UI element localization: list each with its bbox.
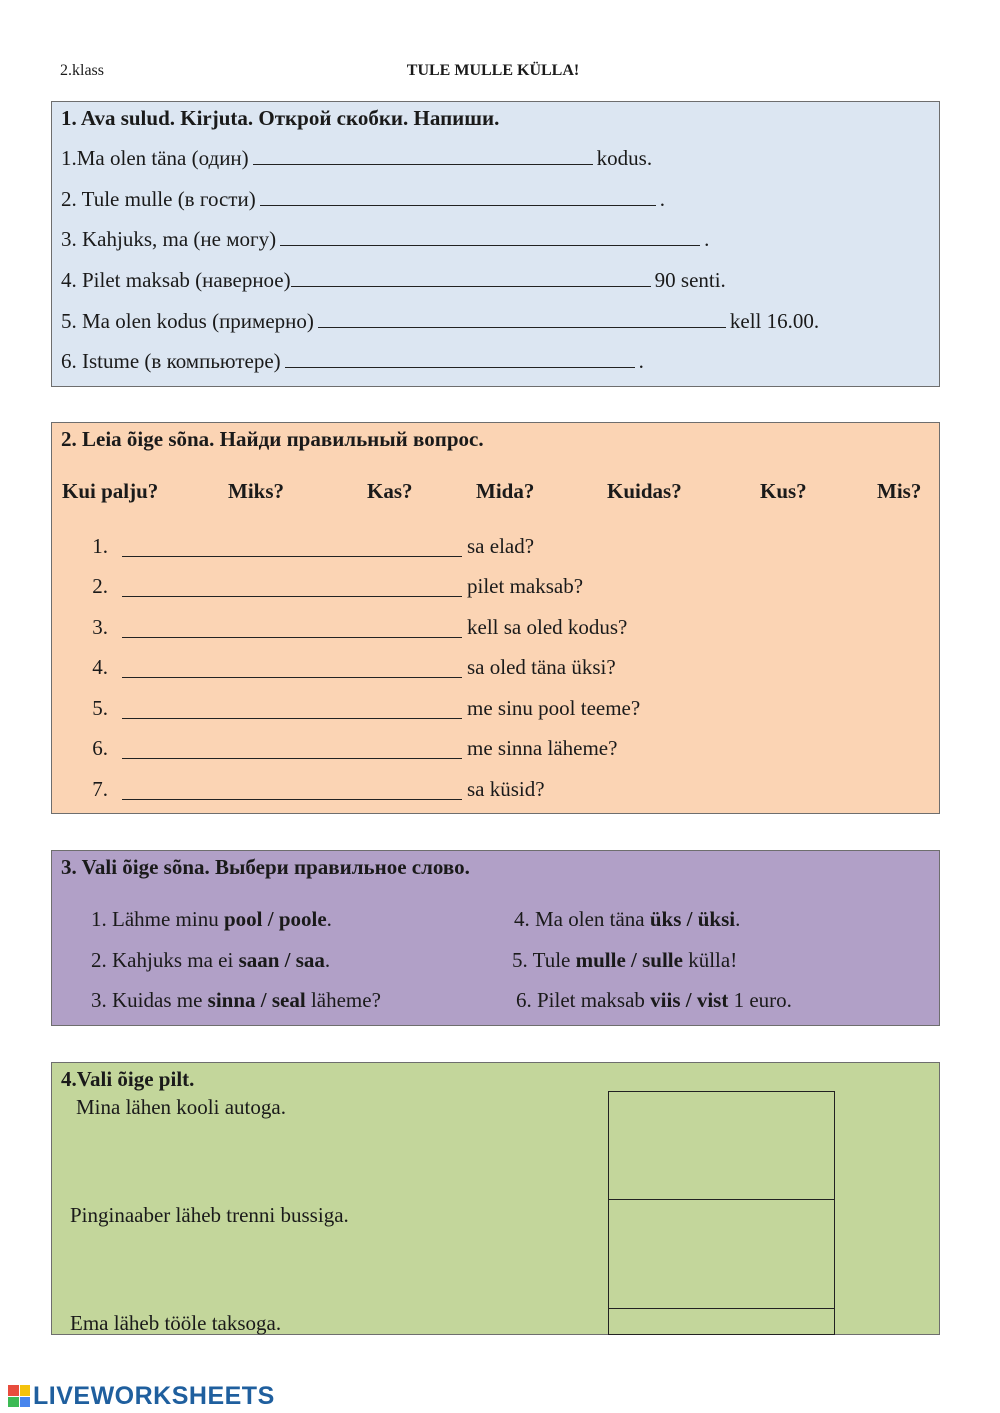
logo-square	[20, 1397, 31, 1408]
page-title: TULE MULLE KÜLLA!	[406, 62, 580, 79]
item-number: 3.	[92, 615, 108, 639]
section-1-line-6	[61, 349, 644, 374]
choice-options[interactable]: viis / vist	[650, 988, 729, 1012]
line-text-after: kodus.	[596, 146, 653, 170]
choice-item[interactable]	[512, 948, 737, 973]
choice-options[interactable]: sinna / seal	[207, 988, 306, 1012]
line-text-after: .	[704, 227, 710, 251]
section-1-line-1	[61, 146, 652, 171]
choice-pre: 6. Pilet maksab	[516, 988, 651, 1012]
section-4-title: 4.Vali õige pilt.	[61, 1067, 195, 1091]
choice-post: .	[326, 907, 332, 931]
section-2-title: 2. Leia õige sõna. Найди правильный вопрос.	[61, 427, 484, 451]
section-1-box	[51, 101, 940, 387]
question-word: Mida?	[476, 479, 535, 503]
logo-text: LIVEWORKSHEETS	[33, 1381, 275, 1410]
item-text: kell sa oled kodus?	[467, 615, 628, 639]
line-text-before: 5. Ma olen kodus (примерно)	[61, 309, 314, 333]
answer-blank[interactable]	[253, 146, 593, 165]
line-text-after: 90 senti.	[654, 268, 726, 292]
item-number: 1.	[92, 534, 108, 558]
item-text: pilet maksab?	[467, 574, 584, 598]
line-text-before: 1.Ma olen täna (один)	[61, 146, 249, 170]
picture-drop-box-2[interactable]	[608, 1199, 835, 1309]
item-text: me sinna läheme?	[467, 736, 618, 760]
item-number: 2.	[92, 574, 108, 598]
answer-blank[interactable]	[260, 187, 656, 206]
choice-pre: 5. Tule	[512, 948, 576, 972]
question-word: Miks?	[228, 479, 285, 503]
line-text-before: 2. Tule mulle (в гости)	[61, 187, 256, 211]
item-number: 4.	[92, 655, 108, 679]
choice-item[interactable]	[91, 988, 381, 1013]
answer-blank[interactable]	[122, 637, 462, 638]
answer-blank[interactable]	[122, 799, 462, 800]
line-text-before: 4. Pilet maksab (наверное)	[61, 268, 291, 292]
item-text: sa oled täna üksi?	[467, 655, 616, 679]
choice-post: .	[735, 907, 741, 931]
section-1-line-5	[61, 309, 819, 334]
choice-item[interactable]	[91, 948, 330, 973]
section-1-line-4	[61, 268, 726, 293]
question-word: Kui palju?	[62, 479, 159, 503]
choice-pre: 2. Kahjuks ma ei	[91, 948, 239, 972]
choice-options[interactable]: üks / üksi	[649, 907, 736, 931]
item-number: 6.	[92, 736, 108, 760]
answer-blank[interactable]	[122, 718, 462, 719]
section-3-box	[51, 850, 940, 1026]
item-number: 7.	[92, 777, 108, 801]
answer-blank[interactable]	[122, 596, 462, 597]
line-text-after: kell 16.00.	[729, 309, 820, 333]
logo-square	[8, 1397, 19, 1408]
section-2-box	[51, 422, 940, 814]
section-1-line-2	[61, 187, 665, 212]
picture-drop-box-1[interactable]	[608, 1091, 835, 1200]
choice-post: läheme?	[305, 988, 381, 1012]
item-number: 5.	[92, 696, 108, 720]
line-text-after: .	[638, 349, 644, 373]
section-4-box	[51, 1062, 940, 1335]
liveworksheets-logo	[8, 1383, 275, 1409]
choice-post: 1 euro.	[728, 988, 792, 1012]
logo-square	[8, 1385, 19, 1396]
liveworksheets-logo-icon	[8, 1385, 30, 1407]
question-word: Mis?	[877, 479, 922, 503]
choice-options[interactable]: saan / saa	[238, 948, 325, 972]
item-text: sa elad?	[467, 534, 535, 558]
choice-item[interactable]	[514, 907, 740, 932]
picture-drop-box-3[interactable]	[608, 1308, 835, 1335]
question-word: Kas?	[367, 479, 413, 503]
sentence-3: Ema läheb tööle taksoga.	[70, 1311, 282, 1335]
answer-blank[interactable]	[285, 349, 635, 368]
item-text: sa küsid?	[467, 777, 545, 801]
choice-pre: 4. Ma olen täna	[514, 907, 650, 931]
choice-options[interactable]: pool / poole	[223, 907, 327, 931]
line-text-before: 3. Kahjuks, ma (не могу)	[61, 227, 277, 251]
choice-post: külla!	[682, 948, 738, 972]
sentence-1: Mina lähen kooli autoga.	[76, 1095, 286, 1119]
choice-item[interactable]	[516, 988, 792, 1013]
answer-blank[interactable]	[318, 309, 726, 328]
line-text-after: .	[659, 187, 665, 211]
answer-blank[interactable]	[122, 556, 462, 557]
sentence-2: Pinginaaber läheb trenni bussiga.	[70, 1203, 349, 1227]
answer-blank[interactable]	[291, 268, 651, 287]
choice-pre: 3. Kuidas me	[91, 988, 208, 1012]
choice-post: .	[324, 948, 331, 972]
answer-blank[interactable]	[122, 758, 462, 759]
question-word: Kuidas?	[607, 479, 682, 503]
line-text-before: 6. Istume (в компьютере)	[61, 349, 281, 373]
logo-square	[20, 1385, 31, 1396]
grade-label: 2.klass	[60, 62, 104, 79]
answer-blank[interactable]	[122, 677, 462, 678]
section-1-title: 1. Ava sulud. Kirjuta. Открой скобки. Напиши.	[61, 106, 500, 130]
answer-blank[interactable]	[280, 227, 700, 246]
section-1-line-3	[61, 227, 709, 252]
question-word: Kus?	[760, 479, 807, 503]
choice-item[interactable]	[91, 907, 332, 932]
item-text: me sinu pool teeme?	[467, 696, 641, 720]
choice-options[interactable]: mulle / sulle	[575, 948, 683, 972]
choice-pre: 1. Lähme minu	[91, 907, 224, 931]
section-3-title: 3. Vali õige sõna. Выбери правильное слово.	[61, 855, 470, 879]
